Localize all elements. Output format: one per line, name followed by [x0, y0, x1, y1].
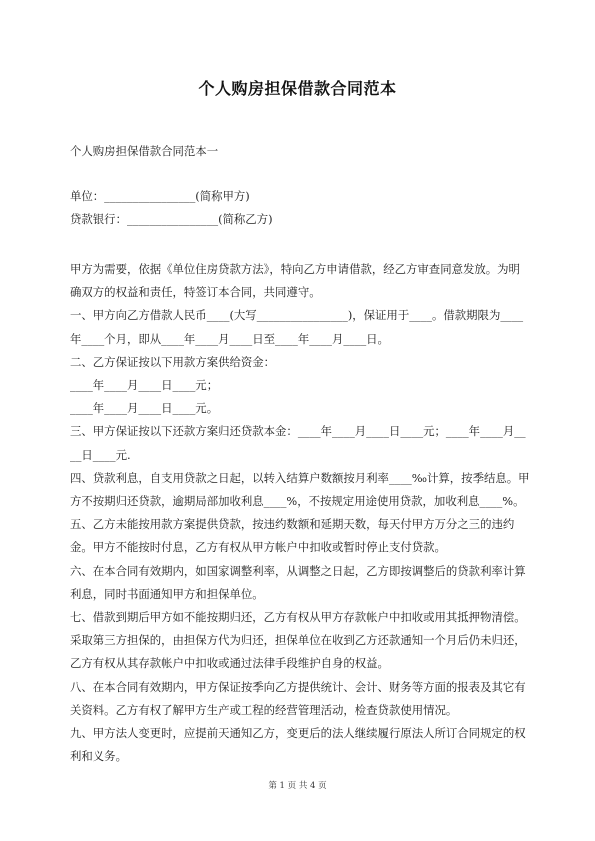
- document-title: 个人购房担保借款合同范本: [198, 79, 397, 98]
- document-subtitle: 个人购房担保借款合同范本一: [70, 144, 219, 158]
- contract-body: [70, 258, 530, 768]
- paragraph-clause-1: 一、甲方向乙方借款人民币____(大写________________)，保证用于____。借款期限为____年____个月，即从____年____月____日至____年____月____日。: [70, 308, 524, 346]
- paragraph-clause-2-item-1: ____年____月____日____元；: [70, 378, 219, 393]
- party-a-line: 单位：________________(简称甲方): [70, 189, 250, 203]
- paragraph-clause-9: 九、甲方法人变更时，应提前天通知乙方，变更后的法人继续履行原法人所订合同规定的权利和义务。: [70, 726, 526, 764]
- paragraph-clause-5: 五、乙方未能按用款方案提供贷款，按违约数额和延期天数，每天付甲方万分之三的违约金。甲方不能按时付息，乙方有权从甲方帐户中扣收或暂时停止支付贷款。: [70, 517, 515, 555]
- paragraph-clause-4: 四、贷款利息，自支用贷款之日起，以转入结算户数额按月利率____‰计算，按季结息。甲方不按期归还贷款，逾期局部加收利息____%，不按规定用途使用贷款，加收利息____%。: [70, 470, 530, 509]
- paragraph-clause-8: 八、在本合同有效期内，甲方保证按季向乙方提供统计、会计、财务等方面的报表及其它有关资料。乙方有权了解甲方生产或工程的经营管理活动，检查贷款使用情况。: [70, 679, 526, 717]
- paragraph-clause-3: 三、甲方保证按以下还款方案归还贷款本金：____年____月____日____元；____年____月____日____元.: [70, 424, 526, 462]
- page-number-footer: 第 1 页 共 4 页: [268, 781, 327, 791]
- paragraph-clause-2-item-2: ____年____月____日____元。: [70, 401, 219, 416]
- paragraph-clause-6: 六、在本合同有效期内，如国家调整利率，从调整之日起，乙方即按调整后的贷款利率计算利息，同时书面通知甲方和担保单位。: [70, 563, 526, 601]
- paragraph-intro: 甲方为需要，依据《单位住房贷款方法》，特向乙方申请借款，经乙方审查同意发放。为明确双方的权益和责任，特签订本合同，共同遵守。: [70, 262, 520, 300]
- paragraph-clause-7: 七、借款到期后甲方如不能按期归还，乙方有权从甲方存款帐户中扣收或用其抵押物清偿。采取第三方担保的，由担保方代为归还，担保单位在收到乙方还款通知一个月后仍未归还，乙方有权从其存款帐户中扣收或通过法律手段维护自身的权益。: [70, 610, 526, 671]
- paragraph-clause-2: 二、乙方保证按以下用款方案供给资金：: [70, 354, 276, 369]
- party-b-line: 贷款银行：________________(简称乙方): [70, 212, 273, 226]
